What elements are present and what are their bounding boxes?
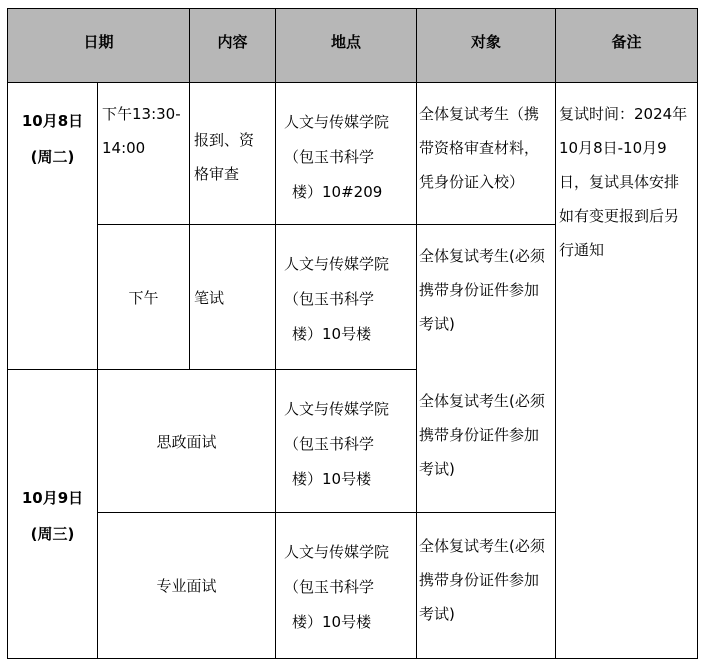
location-text: 楼）10#209	[292, 183, 383, 201]
time-cell: 下午	[98, 225, 190, 370]
header-date: 日期	[8, 9, 190, 83]
content-cell: 思政面试	[98, 370, 276, 513]
location-cell	[276, 225, 417, 370]
header-remarks: 备注	[556, 9, 698, 83]
content-cell: 专业面试	[98, 513, 276, 659]
location-text: （包玉书科学	[284, 578, 375, 596]
location-cell	[276, 370, 417, 513]
header-target: 对象	[417, 9, 556, 83]
content-text: 格审查	[194, 165, 240, 183]
target-text: 携带身份证件参加	[419, 425, 540, 444]
content-cell: 笔试	[190, 225, 276, 370]
target-cell	[417, 225, 556, 370]
target-cell	[417, 370, 556, 513]
time-cell	[98, 83, 190, 225]
target-text: 带资格审查材料，	[419, 139, 540, 157]
time-text: 下午13:30-	[102, 105, 181, 123]
target-text: 全体复试考生(必须	[419, 391, 545, 410]
date-label: 10月9日	[21, 489, 84, 507]
location-cell	[276, 513, 417, 659]
target-text: 凭身份证入校）	[419, 173, 525, 191]
location-text: （包玉书科学	[284, 435, 375, 453]
remarks-cell	[556, 83, 698, 659]
weekday-label: (周二)	[30, 148, 75, 166]
location-text: （包玉书科学	[284, 148, 375, 166]
date-cell-day2	[8, 370, 98, 659]
location-text: 人文与传媒学院	[284, 113, 390, 131]
header-location: 地点	[276, 9, 417, 83]
remarks-text: 如有变更报到后另	[559, 207, 680, 225]
weekday-label: (周三)	[30, 525, 75, 543]
content-text: 报到、资	[194, 131, 255, 149]
target-text: 全体复试考生（携	[419, 105, 540, 123]
location-text: （包玉书科学	[284, 290, 375, 308]
remarks-text: 复试时间：2024年	[559, 105, 688, 123]
location-text: 人文与传媒学院	[284, 255, 390, 273]
target-text: 全体复试考生(必须	[419, 537, 545, 555]
location-text: 人文与传媒学院	[284, 543, 390, 561]
target-text: 考试)	[419, 315, 455, 333]
remarks-text: 行通知	[559, 241, 605, 259]
target-text: 考试)	[419, 459, 455, 478]
remarks-text: 日，复试具体安排	[559, 173, 680, 191]
date-label: 10月8日	[21, 112, 84, 130]
table-row	[8, 83, 698, 225]
remarks-text: 10月8日-10月9	[559, 139, 667, 157]
target-text: 携带身份证件参加	[419, 571, 540, 589]
location-text: 楼）10号楼	[292, 470, 372, 488]
header-content: 内容	[190, 9, 276, 83]
target-text: 考试)	[419, 605, 455, 623]
location-text: 楼）10号楼	[292, 325, 372, 343]
location-cell	[276, 83, 417, 225]
schedule-table	[7, 8, 698, 659]
target-cell	[417, 513, 556, 659]
content-cell	[190, 83, 276, 225]
target-text: 携带身份证件参加	[419, 281, 540, 299]
target-cell	[417, 83, 556, 225]
location-text: 楼）10号楼	[292, 613, 372, 631]
time-text: 14:00	[102, 139, 146, 157]
header-row	[8, 9, 698, 83]
date-cell-day1	[8, 83, 98, 370]
location-text: 人文与传媒学院	[284, 400, 390, 418]
target-text: 全体复试考生(必须	[419, 247, 545, 265]
